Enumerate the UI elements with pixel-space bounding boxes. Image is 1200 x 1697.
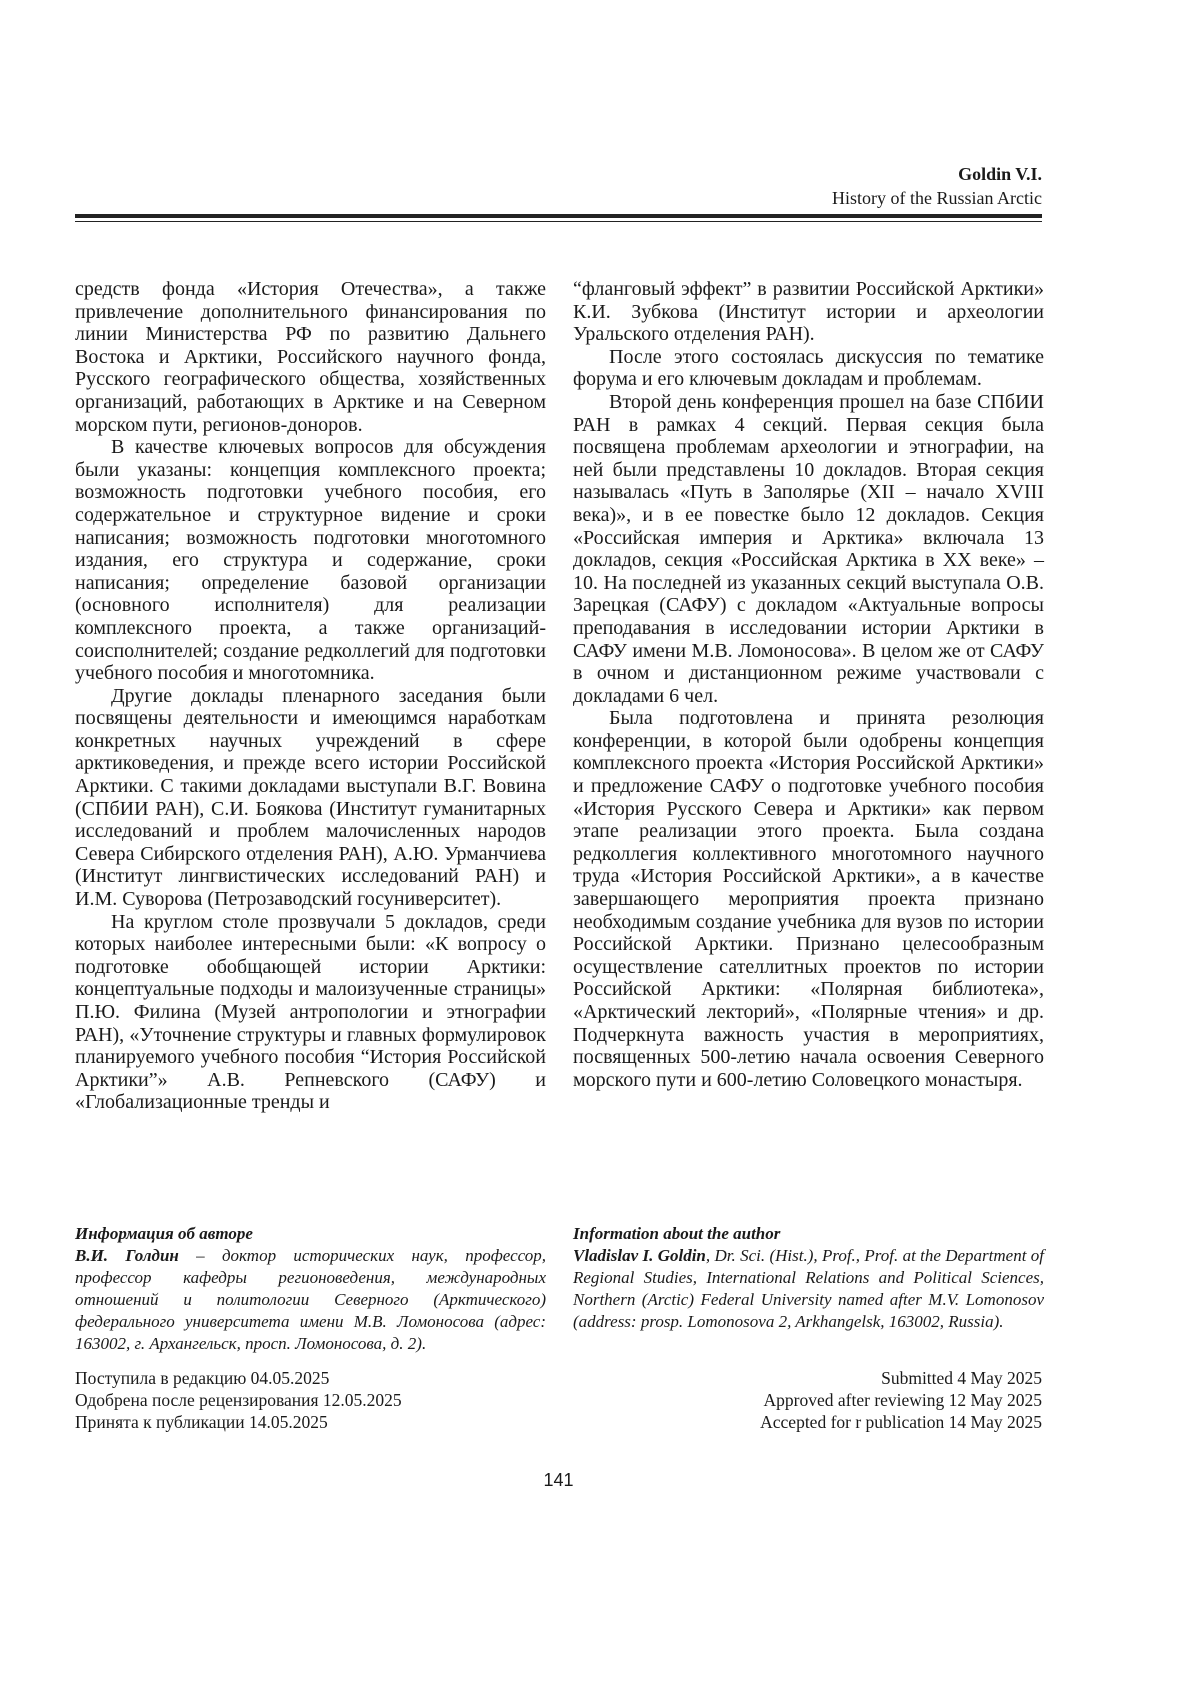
date-submitted-ru: Поступила в редакцию 04.05.2025: [75, 1368, 330, 1388]
left-column: [75, 278, 546, 1114]
running-header: [75, 162, 1042, 210]
header-rule-thin: [75, 221, 1042, 222]
page-number: 141: [543, 1470, 574, 1490]
dates-ru: [75, 1367, 402, 1433]
paragraph: После этого состоялась дискуссия по тематике форума и его ключевым докладам и проблемам.: [573, 345, 1044, 391]
date-submitted-en: Submitted 4 May 2025: [881, 1368, 1042, 1388]
date-approved-en: Approved after reviewing 12 May 2025: [763, 1390, 1042, 1410]
header-journal: History of the Russian Arctic: [832, 188, 1042, 208]
author-info-ru-text: – доктор исторических наук, профессор, профессор кафедры регионоведения, международных отношений и политологии Северного (Арктического) федерального университета имени М.В. Ломоносова (адрес: 163002, г. Архангельск, просп. Ломоносова, д. 2).: [75, 1246, 546, 1353]
paragraph: средств фонда «История Отечества», а также привлечение дополнительного финансирования по линии Министерства РФ по развитию Дальнего Востока и Арктики, Российского научного фонда, Русского географического общества, хозяйственных организаций, работающих в Арктике и на Северном морском пути, регионов-доноров.: [75, 278, 546, 436]
dates-en: [760, 1367, 1042, 1433]
author-info-en-title: Information about the author: [573, 1224, 781, 1243]
author-info-ru-name: В.И. Голдин: [75, 1246, 179, 1265]
author-info-en-name: Vladislav I. Goldin: [573, 1246, 706, 1265]
header-author: Goldin V.I.: [958, 164, 1042, 184]
date-approved-ru: Одобрена после рецензирования 12.05.2025: [75, 1390, 402, 1410]
paragraph: “фланговый эффект” в развитии Российской Арктики» К.И. Зубкова (Институт истории и археологии Уральского отделения РАН).: [573, 278, 1044, 346]
paragraph: Второй день конференция прошел на базе СПбИИ РАН в рамках 4 секций. Первая секция была посвящена проблемам археологии и этнографии, на ней были представлены 10 докладов. Вторая секция называлась «Путь в Заполярье (XII – начало XVIII века)», и в ее повестке было 12 докладов. Секция «Российская империя и Арктика» включала 13 докладов, секция «Российская Арктика в XX веке» – 10. На последней из указанных секций выступала О.В. Зарецкая (САФУ) с докладом «Актуальные вопросы преподавания в исследовании истории Арктики в САФУ имени М.В. Ломоносова». В целом же от САФУ в очном и дистанционном режиме участвовали с докладами 6 чел.: [573, 390, 1044, 707]
paragraph: Другие доклады пленарного заседания были посвящены деятельности и имеющимся наработкам конкретных научных учреждений в сфере арктиковедения, и прежде всего истории Российской Арктики. С такими докладами выступали В.Г. Вовина (СПбИИ РАН), С.И. Боякова (Институт гуманитарных исследований и проблем малочисленных народов Севера Сибирского отделения РАН), А.Ю. Урманчиева (Институт лингвистических исследований РАН) и И.М. Суворова (Петрозаводский госуниверситет).: [75, 684, 546, 911]
author-info-ru: [75, 1223, 546, 1355]
author-info-en-text: , Dr. Sci. (Hist.), Prof., Prof. at the Department of Regional Studies, International Relations and Political Sciences, Northern (Arctic) Federal University named after M.V. Lomonosov (address: prosp. Lomonosova 2, Arkhangelsk, 163002, Russia).: [573, 1246, 1045, 1331]
date-accepted-ru: Принята к публикации 14.05.2025: [75, 1412, 328, 1432]
paragraph: В качестве ключевых вопросов для обсуждения были указаны: концепция комплексного проекта; возможность подготовки учебного пособия, его содержательное и структурное видение и сроки написания; возможность подготовки многотомного издания, его структура и содержание, сроки написания; определение базовой организации (основного исполнителя) для реализации комплексного проекта, а также организаций-соисполнителей; создание редколлегий для подготовки учебного пособия и многотомника.: [75, 436, 546, 685]
paragraph: На круглом столе прозвучали 5 докладов, среди которых наиболее интересными были: «К вопросу о подготовке обобщающей истории Арктики: концептуальные подходы и малоизученные страницы» П.Ю. Филина (Музей антропологии и этнографии РАН), «Уточнение структуры и главных формулировок планируемого учебного пособия “История Российской Арктики”» А.В. Репневского (САФУ) и «Глобализационные тренды и: [75, 910, 546, 1114]
right-column: [573, 278, 1044, 1091]
paragraph: Была подготовлена и принята резолюция конференции, в которой были одобрены концепция комплексного проекта «История Российской Арктики» и предложение САФУ о подготовке учебного пособия «История Русского Севера и Арктики» как первом этапе реализации этого проекта. Была создана редколлегия коллективного многотомного научного труда «История Российской Арктики», а в качестве завершающего мероприятия проекта признано необходимым создание учебника для вузов по истории Российской Арктики. Признано целесообразным осуществление сателлитных проектов по истории Российской Арктики: «Полярная библиотека», «Арктический лекторий», «Полярные чтения» и др. Подчеркнута важность участия в мероприятиях, посвященных 500-летию начала освоения Северного морского пути и 600-летию Соловецкого монастыря.: [573, 707, 1044, 1091]
author-info-ru-title: Информация об авторе: [75, 1224, 253, 1243]
header-rule-thick: [75, 214, 1042, 218]
author-info-en: [573, 1223, 1044, 1333]
date-accepted-en: Accepted for r publication 14 May 2025: [760, 1412, 1042, 1432]
